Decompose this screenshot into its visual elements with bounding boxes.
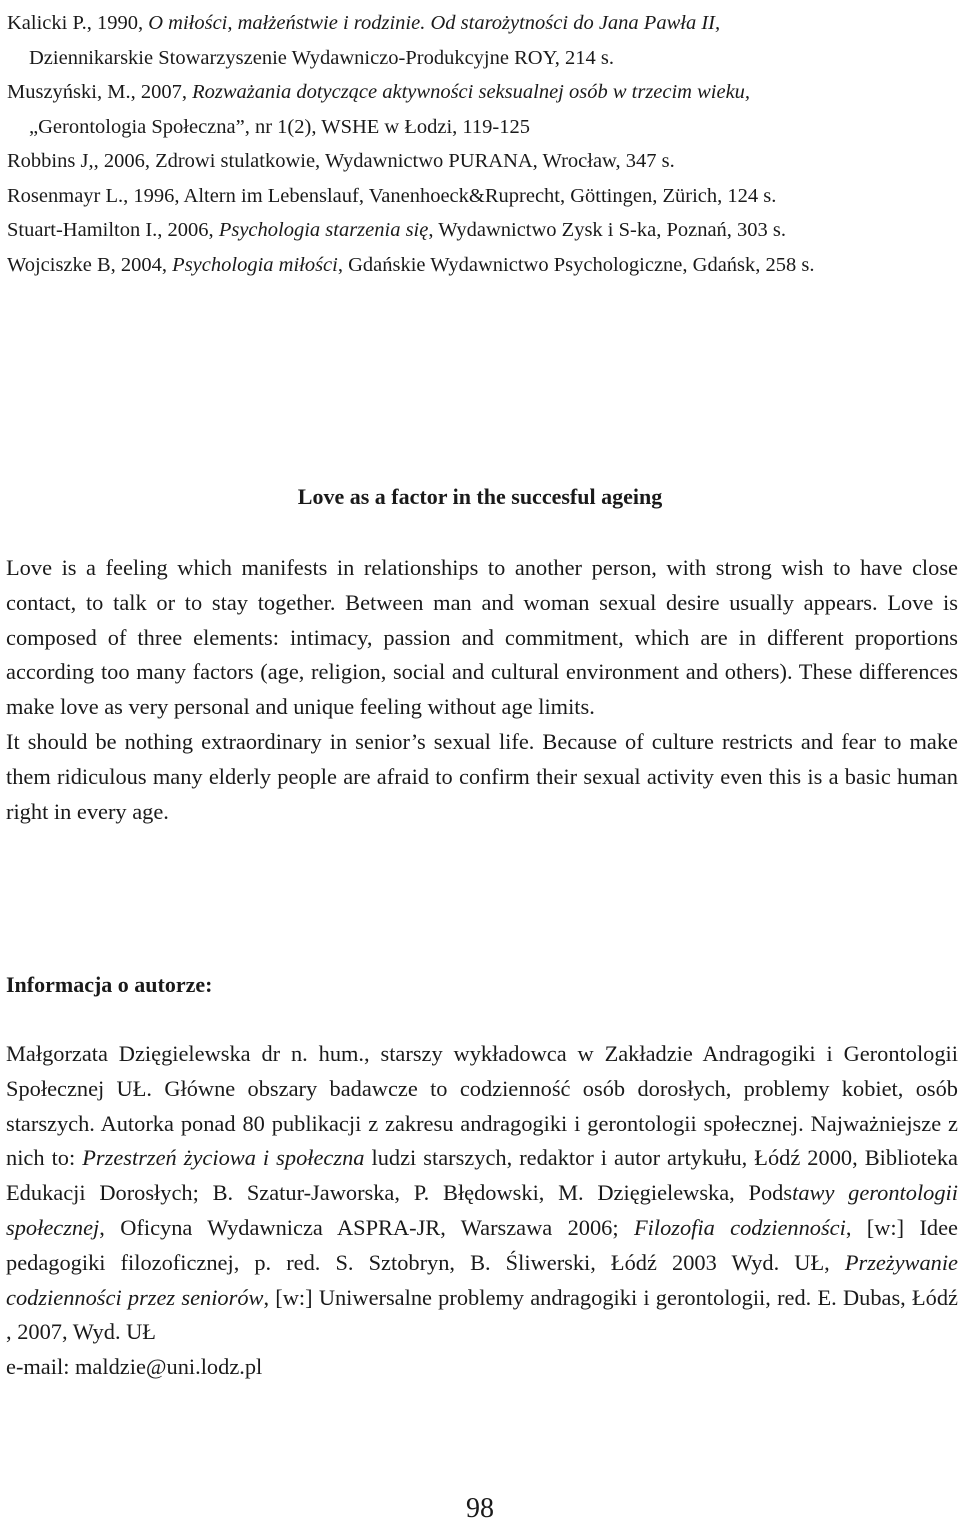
author-email[interactable]: e-mail: maldzie@uni.lodz.pl (6, 1354, 263, 1380)
publication-title: Przestrzeń życiowa i społeczna (82, 1145, 365, 1171)
abstract-title: Love as a factor in the succesful ageing (297, 484, 663, 509)
bio-text: , Oficyna Wydawnicza ASPRA-JR, Warszawa 2006; (99, 1214, 634, 1240)
reference-text: , Wydawnictwo Zysk i S-ka, Poznań, 303 s. (428, 219, 787, 241)
reference-text: , Gdańskie Wydawnictwo Psychologiczne, Gdańsk, 258 s. (337, 253, 815, 276)
reference-robbins: Robbins J,, 2006, Zdrowi stulatkowie, Wydawnictwo PURANA, Wrocław, 347 s. (7, 150, 675, 172)
reference-title: Rozważania dotyczące aktywności seksualnej osób w trzecim wieku, (192, 81, 751, 103)
author-heading: Informacja o autorze: (6, 972, 213, 997)
reference-muszynski (7, 75, 957, 144)
bio-text: ludzi starszych, redaktor i autor artykułu, Łódź 2000, Biblioteka Edukacji Dorosłych; B. Szatur-Jaworska, P. Błędowski, M. Dzięgielewska, Pods (6, 1145, 958, 1206)
publication-title: Filozofia codzienności (633, 1214, 846, 1240)
author-bio (6, 1037, 958, 1350)
reference-list (7, 6, 957, 282)
bio-text: , [w:] Idee pedagogiki filozoficznej, p. red. S. Sztobryn, B. Śliwerski, Łódź 2003 Wyd. UŁ, (6, 1214, 958, 1275)
publication-title: Przeżywanie codzienności przez seniorów (6, 1249, 958, 1310)
abstract-paragraph: It should be nothing extraordinary in senior’s sexual life. Because of culture restricts and fear to make them ridiculous many elderly people are afraid to confirm their sexual activity even this is a basic human right in every age. (6, 728, 958, 824)
reference-title: Psychologia miłości (172, 253, 338, 276)
reference-rosenmayr: Rosenmayr L., 1996, Altern im Lebenslauf, Vanenhoeck&Ruprecht, Göttingen, Zürich, 124 s. (7, 184, 777, 207)
reference-title: Psychologia starzenia się (218, 219, 429, 241)
reference-kalicki (7, 6, 957, 75)
reference-text: „Gerontologia Społeczna”, nr 1(2), WSHE w Łodzi, 119-125 (29, 115, 530, 138)
author-info (6, 1037, 958, 1385)
abstract-paragraph: Love is a feeling which manifests in relationships to another person, with strong wish to have close contact, to talk or to stay together. Between man and woman sexual desire usually appears. Love is composed of three elements: intimacy, passion and commitment, which are in different proportions according too many factors (age, religion, social and cultural environment and others). These differences make love as very personal and unique feeling without age limits. (6, 555, 958, 720)
reference-wojciszke (7, 248, 957, 283)
reference-text: Kalicki P., 1990, (7, 12, 149, 34)
reference-text: Stuart-Hamilton I., 2006, (7, 219, 219, 241)
publication-title: tawy gerontologii społecznej (6, 1180, 958, 1240)
reference-stuart-hamilton (7, 213, 957, 248)
reference-text: Dziennikarskie Stowarzyszenie Wydawniczo-Produkcyjne ROY, 214 s. (29, 46, 614, 69)
bio-text: Małgorzata Dzięgielewska dr n. hum., starszy wykładowca w Zakładzie Andragogiki i Gerontologii Społecznej UŁ. Główne obszary badawcze to codzienność osób dorosłych, problemy kobiet, osób starszych. Autorka ponad 80 publikacji z zakresu andragogiki i gerontologii społecznej. Najważniejsze z nich to: (6, 1041, 958, 1171)
reference-title: O miłości, małżeństwie i rodzinie. Od starożytności do Jana Pawła II, (148, 12, 721, 34)
abstract-body (6, 551, 958, 829)
page-number: 98 (466, 1493, 494, 1524)
reference-text: Wojciszke B, 2004, (7, 253, 173, 276)
bio-text: , [w:] Uniwersalne problemy andragogiki i gerontologii, red. E. Dubas, Łódź , 2007, Wyd. UŁ (6, 1284, 958, 1345)
reference-text: Muszyński, M., 2007, (7, 81, 193, 103)
